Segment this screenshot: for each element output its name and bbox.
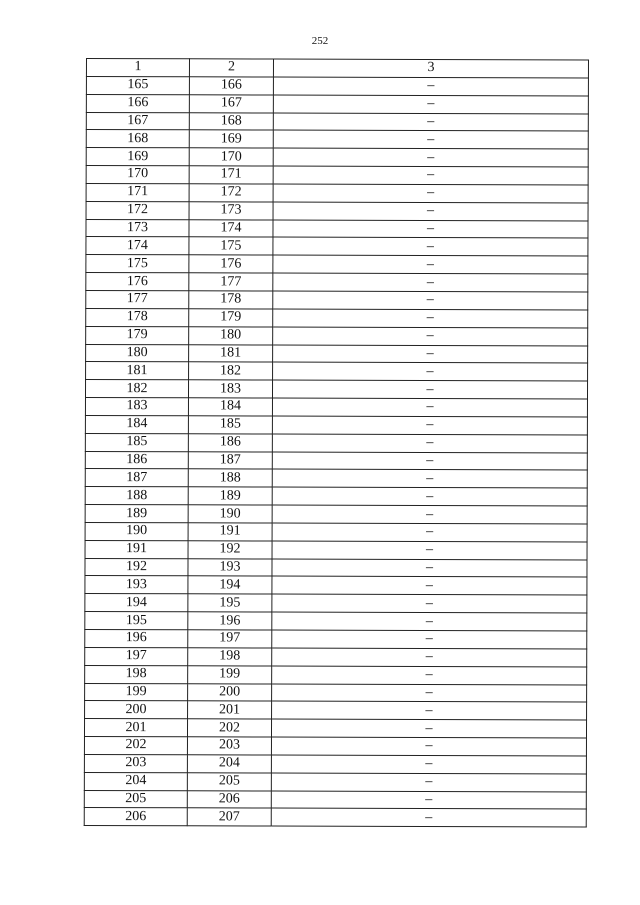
table-cell-col-1: 186 — [85, 451, 188, 469]
table-row — [84, 737, 586, 756]
table-cell-col-3: – — [273, 148, 588, 167]
table-cell-col-3: – — [272, 380, 587, 399]
table-row — [85, 629, 587, 648]
table-cell-col-3: – — [272, 523, 587, 542]
table-cell-col-3: – — [272, 559, 587, 578]
table-row — [84, 808, 586, 827]
table-cell-col-2: 206 — [187, 790, 271, 808]
table-cell-col-3: – — [273, 130, 588, 149]
table-row — [85, 647, 587, 666]
table-cell-col-3: – — [273, 273, 588, 292]
table-row — [85, 415, 587, 434]
table-cell-col-1: 169 — [86, 148, 189, 166]
table-cell-col-3: – — [273, 77, 588, 96]
table-cell-col-3: – — [272, 416, 587, 435]
table-row — [85, 683, 587, 702]
table-cell-col-3: – — [273, 184, 588, 203]
column-header-3: 3 — [273, 59, 588, 78]
table-row — [86, 76, 588, 95]
table-row — [86, 183, 588, 202]
table-cell-col-1: 188 — [85, 487, 188, 505]
table-cell-col-3: – — [273, 345, 588, 364]
table-cell-col-1: 179 — [86, 326, 189, 344]
table-cell-col-3: – — [273, 237, 588, 256]
table-cell-col-1: 177 — [86, 290, 189, 308]
table-cell-col-3: – — [272, 541, 587, 560]
table-cell-col-1: 181 — [86, 362, 189, 380]
table-cell-col-3: – — [272, 666, 587, 685]
table-cell-col-2: 175 — [189, 237, 273, 255]
table-cell-col-2: 195 — [188, 594, 272, 612]
table-cell-col-1: 173 — [86, 219, 189, 237]
table-cell-col-3: – — [273, 309, 588, 328]
table-cell-col-3: – — [271, 737, 586, 756]
table-cell-col-1: 197 — [85, 647, 188, 665]
table-cell-col-1: 183 — [85, 398, 188, 416]
table-row — [86, 166, 588, 185]
table-cell-col-1: 196 — [85, 629, 188, 647]
table-cell-col-3: – — [272, 612, 587, 631]
table-row — [85, 398, 587, 417]
table-cell-col-2: 184 — [188, 398, 272, 416]
table-row — [86, 308, 588, 327]
table-row — [86, 148, 588, 167]
table-cell-col-2: 178 — [189, 291, 273, 309]
table-cell-col-2: 193 — [188, 558, 272, 576]
table-cell-col-1: 170 — [86, 166, 189, 184]
table-cell-col-3: – — [272, 630, 587, 649]
table-cell-col-1: 203 — [84, 754, 187, 772]
table-cell-col-2: 203 — [187, 737, 271, 755]
table-cell-col-2: 180 — [189, 326, 273, 344]
table-cell-col-3: – — [271, 791, 586, 810]
table-cell-col-3: – — [271, 773, 586, 792]
table-cell-col-1: 175 — [86, 255, 189, 273]
document-sheet — [84, 58, 588, 828]
table-cell-col-2: 172 — [189, 184, 273, 202]
table-row — [85, 576, 587, 595]
table-cell-col-2: 202 — [187, 719, 271, 737]
table-row — [84, 790, 586, 809]
table-cell-col-2: 188 — [188, 469, 272, 487]
table-cell-col-2: 194 — [188, 576, 272, 594]
table-cell-col-3: – — [273, 113, 588, 132]
table-cell-col-1: 174 — [86, 237, 189, 255]
table-row — [85, 380, 587, 399]
table-cell-col-1: 166 — [86, 94, 189, 112]
table-cell-col-1: 185 — [85, 433, 188, 451]
table-row — [85, 522, 587, 541]
column-header-1: 1 — [86, 59, 189, 77]
table-row — [85, 612, 587, 631]
table-row — [85, 505, 587, 524]
table-cell-col-1: 180 — [86, 344, 189, 362]
table-cell-col-3: – — [273, 291, 588, 310]
table-cell-col-1: 199 — [85, 683, 188, 701]
table-body — [84, 76, 588, 827]
table-cell-col-2: 176 — [189, 255, 273, 273]
table-cell-col-1: 206 — [84, 808, 187, 826]
table-row — [86, 237, 588, 256]
table-cell-col-1: 178 — [86, 308, 189, 326]
table-cell-col-1: 205 — [84, 790, 187, 808]
table-row — [86, 219, 588, 238]
table-cell-col-2: 171 — [189, 166, 273, 184]
table-cell-col-2: 198 — [188, 648, 272, 666]
table-cell-col-2: 192 — [188, 541, 272, 559]
table-cell-col-2: 196 — [188, 612, 272, 630]
table-cell-col-3: – — [272, 684, 587, 703]
table-cell-col-2: 168 — [189, 112, 273, 130]
table-row — [85, 594, 587, 613]
table-row — [85, 451, 587, 470]
table-cell-col-2: 186 — [188, 434, 272, 452]
table-row — [85, 701, 587, 720]
table-cell-col-2: 169 — [189, 130, 273, 148]
table-row — [86, 344, 588, 363]
table-cell-col-3: – — [272, 505, 587, 524]
table-cell-col-2: 166 — [189, 77, 273, 95]
table-cell-col-2: 205 — [187, 773, 271, 791]
table-cell-col-2: 191 — [188, 523, 272, 541]
table-cell-col-3: – — [272, 648, 587, 667]
table-row — [86, 326, 588, 345]
table-cell-col-2: 185 — [188, 416, 272, 434]
table-cell-col-2: 173 — [189, 202, 273, 220]
table-row — [86, 273, 588, 292]
table-cell-col-1: 193 — [85, 576, 188, 594]
table-cell-col-1: 187 — [85, 469, 188, 487]
table-cell-col-3: – — [271, 755, 586, 774]
table-cell-col-3: – — [273, 220, 588, 239]
table-row — [85, 469, 587, 488]
table-cell-col-3: – — [273, 95, 588, 114]
table-cell-col-1: 189 — [85, 505, 188, 523]
table-cell-col-2: 197 — [188, 630, 272, 648]
table-cell-col-1: 202 — [84, 737, 187, 755]
table-row — [85, 540, 587, 559]
table-row — [86, 130, 588, 149]
table-cell-col-1: 165 — [86, 76, 189, 94]
table-row — [86, 201, 588, 220]
table-cell-col-2: 167 — [189, 94, 273, 112]
table-cell-col-1: 191 — [85, 540, 188, 558]
table-cell-col-1: 184 — [85, 415, 188, 433]
table-cell-col-1: 167 — [86, 112, 189, 130]
table-cell-col-2: 200 — [188, 683, 272, 701]
table-cell-col-2: 181 — [189, 344, 273, 362]
table-cell-col-3: – — [272, 398, 587, 417]
table-cell-col-1: 182 — [85, 380, 188, 398]
table-row — [86, 362, 588, 381]
table-cell-col-1: 190 — [85, 522, 188, 540]
table-row — [84, 772, 586, 791]
table-cell-col-3: – — [273, 255, 588, 274]
table-cell-col-3: – — [273, 327, 588, 346]
table-row — [86, 112, 588, 131]
table-row — [84, 719, 586, 738]
table-cell-col-2: 187 — [188, 451, 272, 469]
table-cell-col-3: – — [272, 434, 587, 453]
table-cell-col-3: – — [271, 719, 586, 738]
table-cell-col-1: 194 — [85, 594, 188, 612]
table-cell-col-2: 199 — [188, 665, 272, 683]
table-cell-col-2: 177 — [189, 273, 273, 291]
table-cell-col-2: 183 — [188, 380, 272, 398]
table-cell-col-1: 200 — [85, 701, 188, 719]
table-cell-col-2: 179 — [189, 309, 273, 327]
table-cell-col-2: 182 — [189, 362, 273, 380]
table-row — [86, 290, 588, 309]
table-cell-col-1: 198 — [85, 665, 188, 683]
table-cell-col-3: – — [272, 452, 587, 471]
table-cell-col-1: 201 — [84, 719, 187, 737]
table-cell-col-3: – — [273, 202, 588, 221]
table-row — [85, 558, 587, 577]
table-cell-col-2: 189 — [188, 487, 272, 505]
table-cell-col-1: 204 — [84, 772, 187, 790]
table-row — [86, 94, 588, 113]
table-cell-col-2: 170 — [189, 148, 273, 166]
table-row — [84, 754, 586, 773]
column-header-2: 2 — [189, 59, 273, 77]
table-cell-col-2: 174 — [189, 219, 273, 237]
table-cell-col-3: – — [272, 577, 587, 596]
page-number: 252 — [311, 35, 329, 47]
table-cell-col-3: – — [272, 487, 587, 506]
table-cell-col-3: – — [273, 166, 588, 185]
table-row — [85, 487, 587, 506]
table-cell-col-1: 192 — [85, 558, 188, 576]
table-cell-col-1: 168 — [86, 130, 189, 148]
table-cell-col-1: 172 — [86, 201, 189, 219]
table-cell-col-1: 195 — [85, 612, 188, 630]
table-cell-col-2: 207 — [187, 808, 271, 826]
table-cell-col-2: 201 — [188, 701, 272, 719]
table-cell-col-1: 171 — [86, 183, 189, 201]
table-cell-col-3: – — [271, 808, 586, 827]
table-cell-col-2: 190 — [188, 505, 272, 523]
table-row — [85, 433, 587, 452]
table-cell-col-3: – — [272, 701, 587, 720]
table-cell-col-3: – — [273, 362, 588, 381]
table-cell-col-3: – — [272, 469, 587, 488]
table-row — [85, 665, 587, 684]
table-cell-col-3: – — [272, 594, 587, 613]
table-header-row — [86, 59, 588, 78]
table-cell-col-2: 204 — [187, 755, 271, 773]
data-table — [84, 58, 589, 828]
table-cell-col-1: 176 — [86, 273, 189, 291]
table-row — [86, 255, 588, 274]
